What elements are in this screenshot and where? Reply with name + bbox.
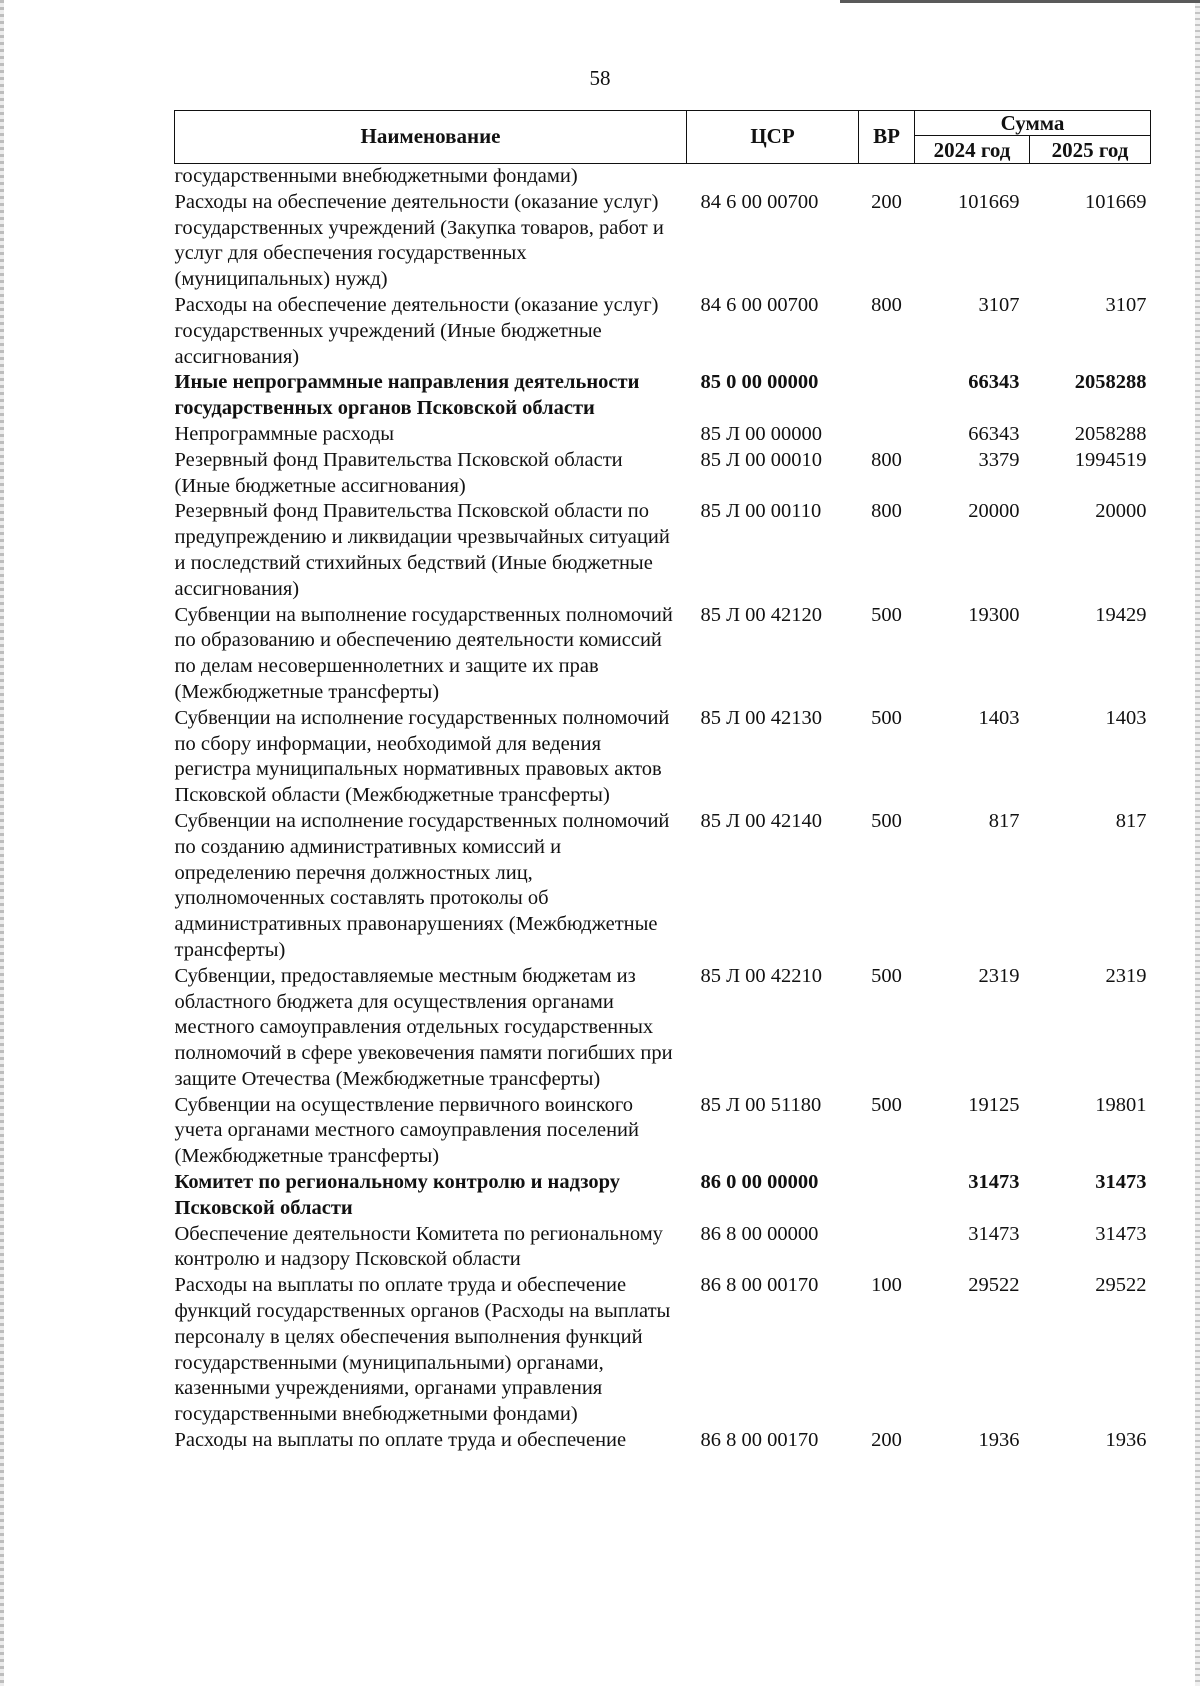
row-csr-cell: 85 Л 00 51180 xyxy=(700,1093,822,1116)
row-vr-cell: 500 xyxy=(871,964,902,987)
header-vr: ВР xyxy=(859,111,915,164)
row-amount-2025-cell: 19429 xyxy=(1095,603,1147,626)
row-csr-cell: 85 0 00 00000 xyxy=(700,371,819,394)
table-row xyxy=(175,293,1151,370)
row-amount-2025-cell: 101669 xyxy=(1085,190,1147,213)
table-row xyxy=(175,1222,1151,1274)
row-vr-cell: 800 xyxy=(871,293,902,316)
row-amount-2024-cell: 66343 xyxy=(968,371,1020,394)
row-name-cell: Субвенции на осуществление первичного воинского учета органами местного самоуправления поселений (Межбюджетные трансферты) xyxy=(174,1093,639,1168)
header-csr: ЦСР xyxy=(687,111,859,164)
row-amount-2025-cell: 20000 xyxy=(1095,500,1147,523)
row-name-cell: Иные непрограммные направления деятельности государственных органов Псковской области xyxy=(174,371,640,420)
header-year-2024: 2024 год xyxy=(915,136,1030,164)
row-vr-cell: 100 xyxy=(871,1274,902,1297)
row-amount-2024-cell: 19300 xyxy=(968,603,1020,626)
row-name-cell: Расходы на выплаты по оплате труда и обеспечение функций государственных органов (Расходы на выплаты персоналу в целях обеспечения выполнения функций государственными (муниципальными) органами, казенными учреждениями, органами управления государственными внебюджетными фондами) xyxy=(174,1274,671,1426)
table-row xyxy=(175,1273,1151,1428)
table-row xyxy=(175,809,1151,964)
row-name-cell: Субвенции, предоставляемые местным бюджетам из областного бюджета для осуществления органами местного самоуправления отдельных государственных полномочий в сфере увековечения памяти погибших при защите Отечества (Межбюджетные трансферты) xyxy=(174,964,673,1090)
row-csr-cell: 85 Л 00 00000 xyxy=(700,422,823,445)
row-name-cell: Субвенции на исполнение государственных полномочий по созданию административных комиссий и определению перечня должностных лиц, уполномоченных составлять протоколы об административных правонарушениях (Межбюджетные трансферты) xyxy=(174,809,670,961)
scan-edge-right xyxy=(1195,0,1200,1686)
table-row xyxy=(175,706,1151,809)
row-name-cell: Расходы на обеспечение деятельности (оказание услуг) государственных учреждений (Иные бюджетные ассигнования) xyxy=(174,293,659,368)
page-number: 58 xyxy=(589,66,611,90)
row-amount-2025-cell: 19801 xyxy=(1095,1093,1147,1116)
row-vr-cell xyxy=(859,370,915,422)
row-csr-cell: 85 Л 00 42120 xyxy=(700,603,823,626)
row-vr-cell: 800 xyxy=(871,448,902,471)
header-sum: Сумма xyxy=(915,111,1151,136)
row-amount-2024-cell: 101669 xyxy=(958,190,1020,213)
row-name-cell: Непрограммные расходы xyxy=(174,422,395,445)
row-amount-2024-cell: 31473 xyxy=(968,1171,1020,1194)
row-vr-cell xyxy=(859,422,915,448)
row-amount-2024-cell: 19125 xyxy=(968,1093,1020,1116)
row-name-cell: Комитет по региональному контролю и надзору Псковской области xyxy=(174,1171,620,1219)
row-csr-cell: 84 6 00 00700 xyxy=(700,190,819,213)
row-name-cell: Расходы на обеспечение деятельности (оказание услуг) государственных учреждений (Закупка товаров, работ и услуг для обеспечения государственных (муниципальных) нужд) xyxy=(174,190,664,291)
row-amount-2025-cell: 1994519 xyxy=(1074,448,1147,471)
row-name-cell: Обеспечение деятельности Комитета по региональному контролю и надзору Псковской области xyxy=(174,1222,663,1271)
row-name-cell: государственными внебюджетными фондами) xyxy=(174,165,578,187)
row-csr-cell: 85 Л 00 00010 xyxy=(700,448,823,471)
row-amount-2024-cell: 1936 xyxy=(978,1429,1020,1452)
row-amount-2025-cell: 3107 xyxy=(1105,293,1147,316)
row-amount-2025-cell: 2058288 xyxy=(1074,371,1147,394)
table-row xyxy=(175,448,1151,500)
row-csr-cell xyxy=(687,164,859,190)
row-amount-2024-cell: 31473 xyxy=(968,1222,1020,1245)
scan-edge-top xyxy=(840,0,1200,3)
row-amount-2025-cell: 31473 xyxy=(1095,1171,1147,1194)
row-vr-cell: 500 xyxy=(871,809,902,832)
table-row xyxy=(175,603,1151,706)
row-csr-cell: 85 Л 00 00110 xyxy=(700,500,822,523)
row-name-cell: Расходы на выплаты по оплате труда и обеспечение xyxy=(174,1429,627,1452)
row-csr-cell: 86 8 00 00170 xyxy=(700,1429,819,1452)
row-csr-cell: 86 0 00 00000 xyxy=(700,1171,819,1194)
row-amount-2024-cell: 3379 xyxy=(978,448,1020,471)
row-amount-2025-cell: 31473 xyxy=(1095,1222,1147,1245)
budget-table xyxy=(174,110,1151,1454)
row-vr-cell: 800 xyxy=(871,500,902,523)
row-vr-cell: 200 xyxy=(871,1429,902,1452)
row-amount-2025-cell: 1936 xyxy=(1105,1429,1147,1452)
table-row xyxy=(175,1428,1151,1454)
row-vr-cell xyxy=(859,1222,915,1274)
table-row xyxy=(175,1170,1151,1222)
row-amount-2025-cell: 2319 xyxy=(1105,964,1147,987)
row-amount-2025-cell: 29522 xyxy=(1095,1274,1147,1297)
header-year-2025: 2025 год xyxy=(1030,136,1151,164)
table-header xyxy=(175,111,1151,164)
row-csr-cell: 85 Л 00 42140 xyxy=(700,809,823,832)
header-name: Наименование xyxy=(175,111,687,164)
row-amount-2025-cell: 817 xyxy=(1115,809,1147,832)
table-row xyxy=(175,164,1151,190)
row-amount-2024-cell xyxy=(915,164,1030,190)
row-vr-cell: 200 xyxy=(871,190,902,213)
row-amount-2025-cell: 1403 xyxy=(1105,706,1147,729)
table-row xyxy=(175,190,1151,293)
row-amount-2024-cell: 1403 xyxy=(978,706,1020,729)
table-body xyxy=(175,164,1151,1454)
row-amount-2024-cell: 66343 xyxy=(968,422,1020,445)
row-amount-2024-cell: 20000 xyxy=(968,500,1020,523)
table-row xyxy=(175,1093,1151,1170)
row-name-cell: Субвенции на выполнение государственных полномочий по образованию и обеспечению деятельности комиссий по делам несовершеннолетних и защите их прав (Межбюджетные трансферты) xyxy=(174,603,673,703)
table-row xyxy=(175,964,1151,1093)
row-amount-2024-cell: 3107 xyxy=(978,293,1020,316)
row-csr-cell: 85 Л 00 42130 xyxy=(700,706,823,729)
row-amount-2025-cell xyxy=(1030,164,1151,190)
table-row xyxy=(175,499,1151,602)
row-vr-cell xyxy=(859,1170,915,1222)
row-vr-cell: 500 xyxy=(871,706,902,729)
row-vr-cell: 500 xyxy=(871,1093,902,1116)
row-csr-cell: 86 8 00 00000 xyxy=(700,1222,819,1245)
table-row xyxy=(175,370,1151,422)
row-vr-cell xyxy=(859,164,915,190)
row-csr-cell: 85 Л 00 42210 xyxy=(700,964,823,987)
row-csr-cell: 86 8 00 00170 xyxy=(700,1274,819,1297)
scan-edge-left xyxy=(0,0,4,1686)
row-amount-2024-cell: 817 xyxy=(988,809,1020,832)
row-amount-2024-cell: 2319 xyxy=(978,964,1020,987)
row-name-cell: Резервный фонд Правительства Псковской области по предупреждению и ликвидации чрезвычайных ситуаций и последствий стихийных бедствий (Иные бюджетные ассигнования) xyxy=(174,500,670,600)
row-name-cell: Субвенции на исполнение государственных полномочий по сбору информации, необходимой для ведения регистра муниципальных нормативных правовых актов Псковской области (Межбюджетные трансферты) xyxy=(174,706,670,807)
row-amount-2025-cell: 2058288 xyxy=(1074,422,1147,445)
row-name-cell: Резервный фонд Правительства Псковской области (Иные бюджетные ассигнования) xyxy=(174,448,623,497)
row-csr-cell: 84 6 00 00700 xyxy=(700,293,819,316)
table-row xyxy=(175,422,1151,448)
row-vr-cell: 500 xyxy=(871,603,902,626)
row-amount-2024-cell: 29522 xyxy=(968,1274,1020,1297)
